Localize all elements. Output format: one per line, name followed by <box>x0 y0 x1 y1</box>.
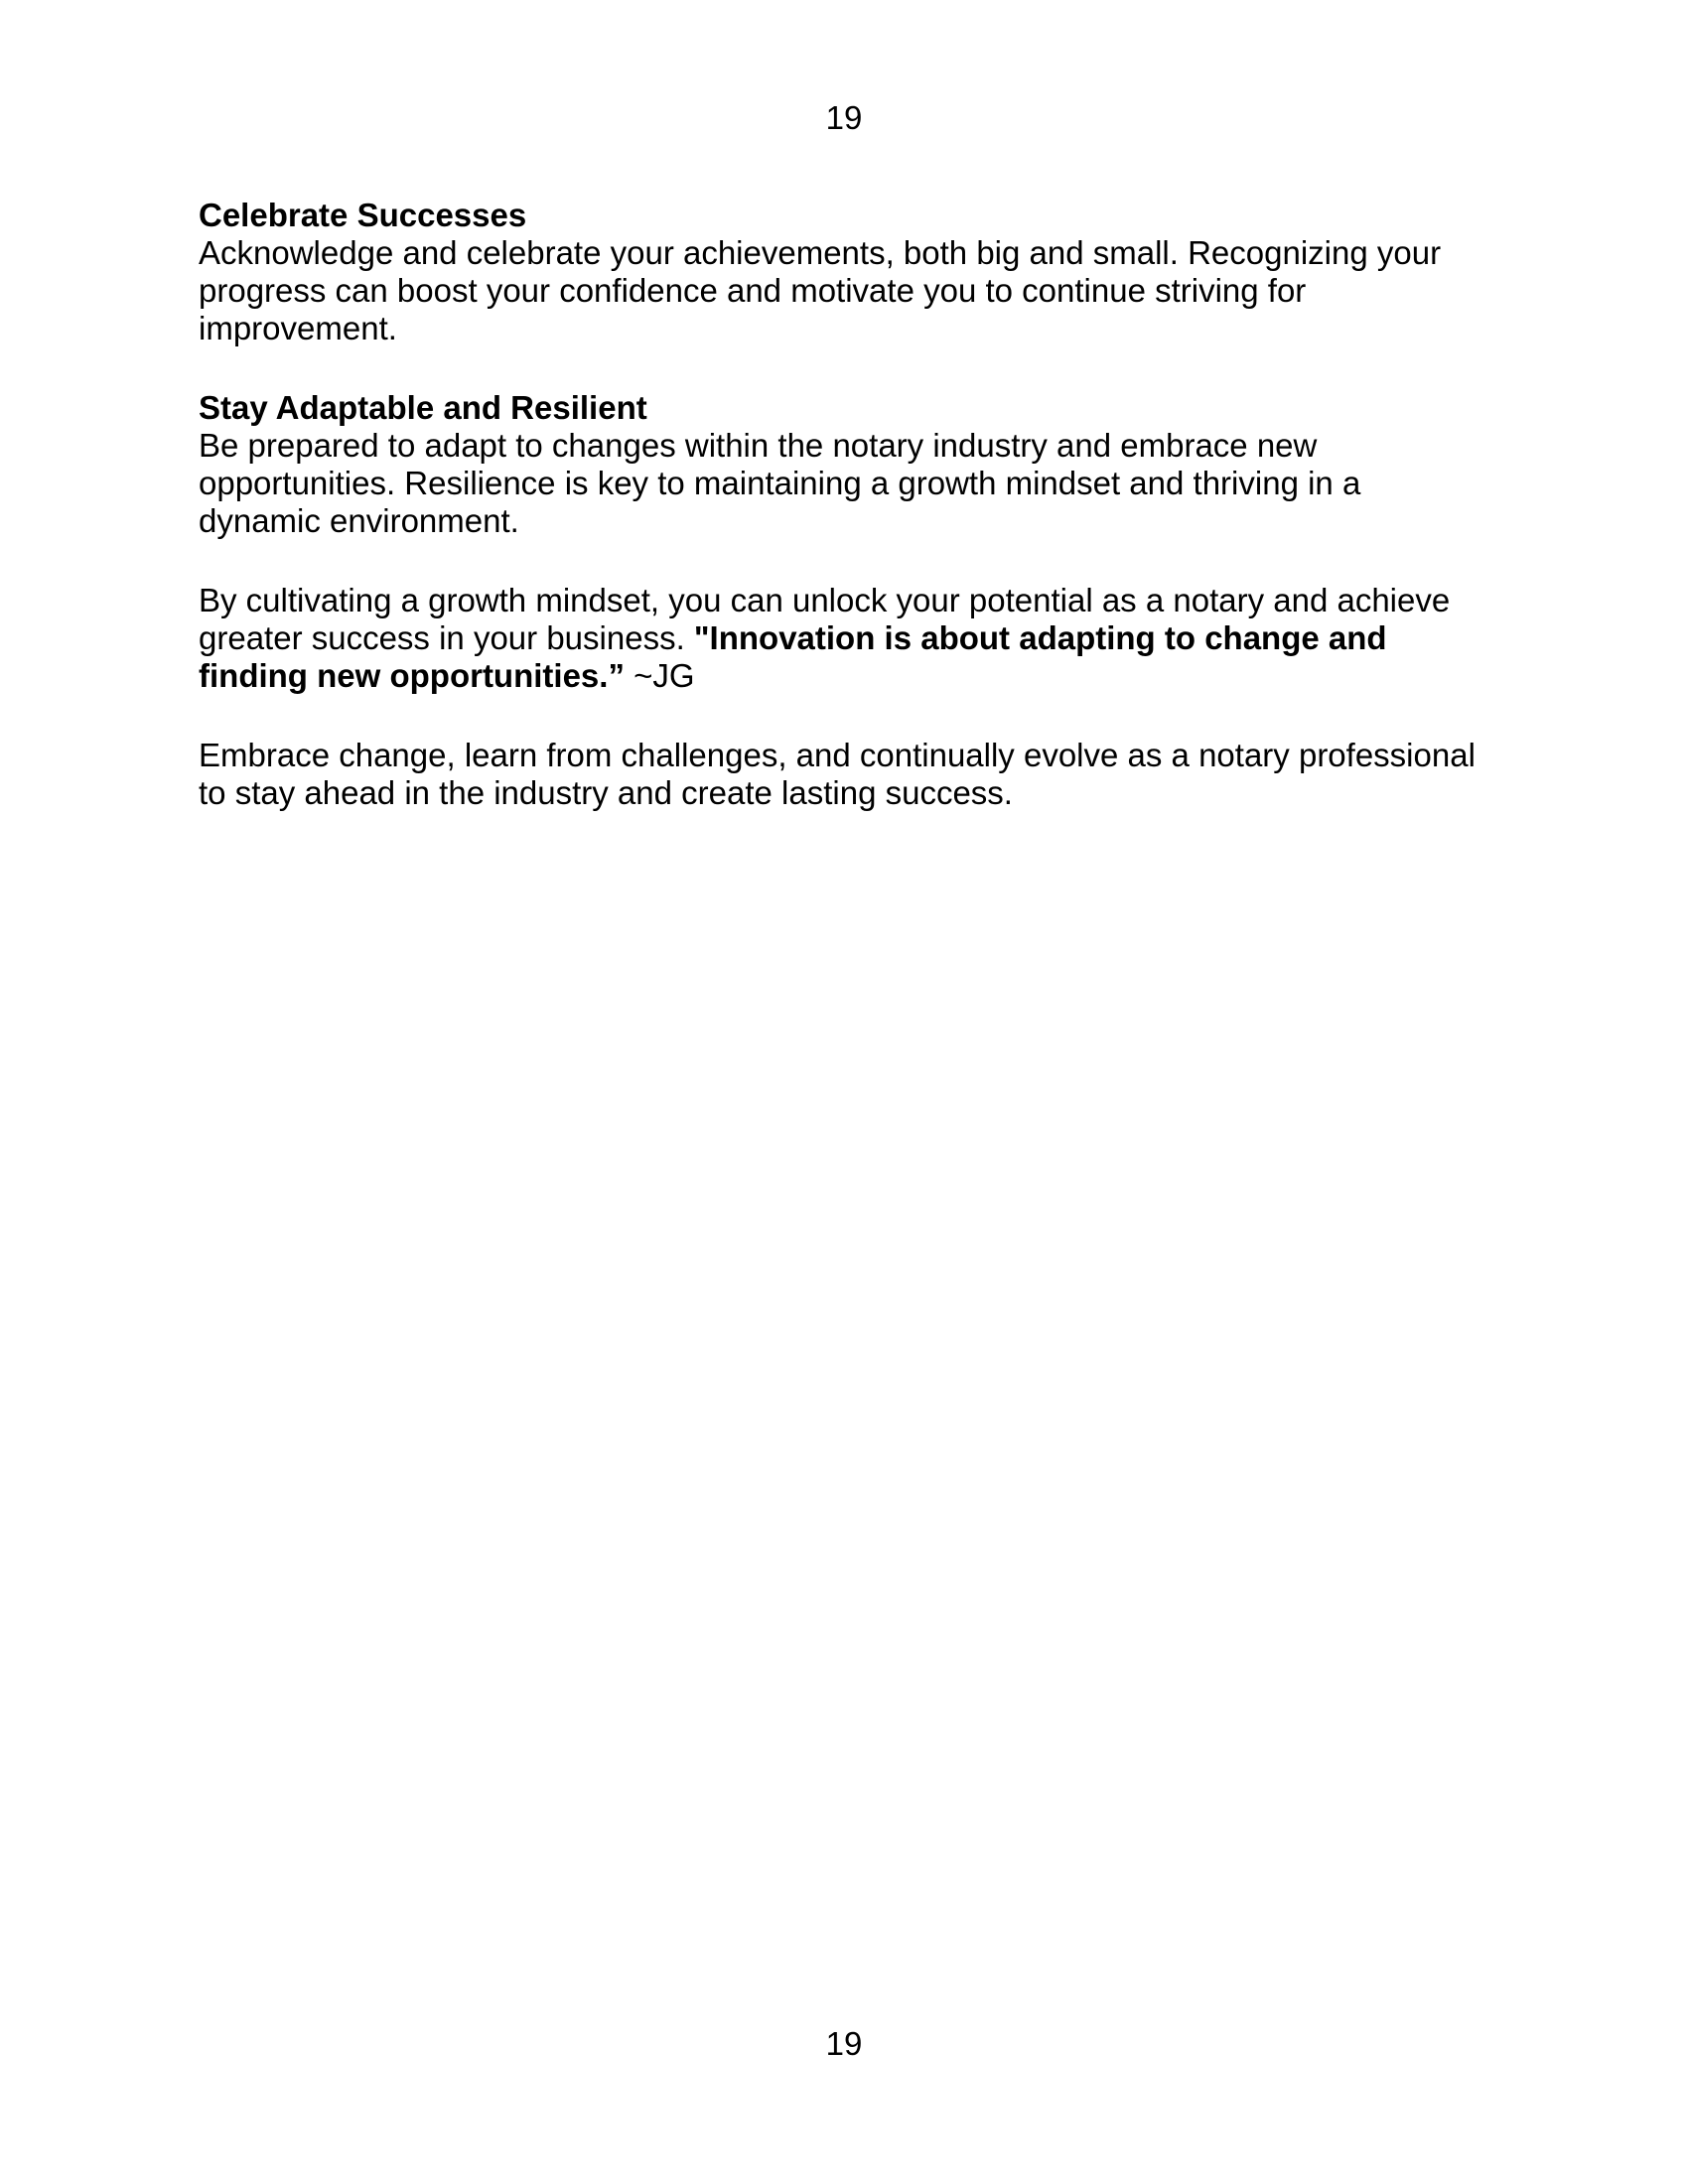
section-heading: Celebrate Successes <box>199 197 527 233</box>
quote-bold-text: "Innovation is about adapting to change and finding new opportunities.” <box>199 619 1387 694</box>
footer-page-number: 19 <box>825 2025 863 2062</box>
section-heading: Stay Adaptable and Resilient <box>199 389 647 426</box>
section-celebrate-successes <box>199 197 1489 347</box>
quote-attribution: ~JG <box>624 657 695 694</box>
page-content <box>199 197 1489 854</box>
closing-quote-paragraph <box>199 582 1489 695</box>
section-paragraph: Acknowledge and celebrate your achievements, both big and small. Recognizing your progress can boost your confidence and motivate you to continue striving for improvement. <box>199 234 1442 346</box>
final-paragraph: Embrace change, learn from challenges, and continually evolve as a notary professional to stay ahead in the industry and create lasting success. <box>199 737 1476 811</box>
section-paragraph: Be prepared to adapt to changes within the notary industry and embrace new opportunities. Resilience is key to maintaining a growth mindset and thriving in a dynamic environment. <box>199 427 1361 539</box>
quote-paragraph <box>199 582 1489 695</box>
final-paragraph-section <box>199 737 1489 812</box>
quote-lead-text: By cultivating a growth mindset, you can unlock your potential as a notary and achieve greater success in your business. <box>199 582 1451 656</box>
section-stay-adaptable <box>199 389 1489 540</box>
header-page-number: 19 <box>825 99 863 136</box>
